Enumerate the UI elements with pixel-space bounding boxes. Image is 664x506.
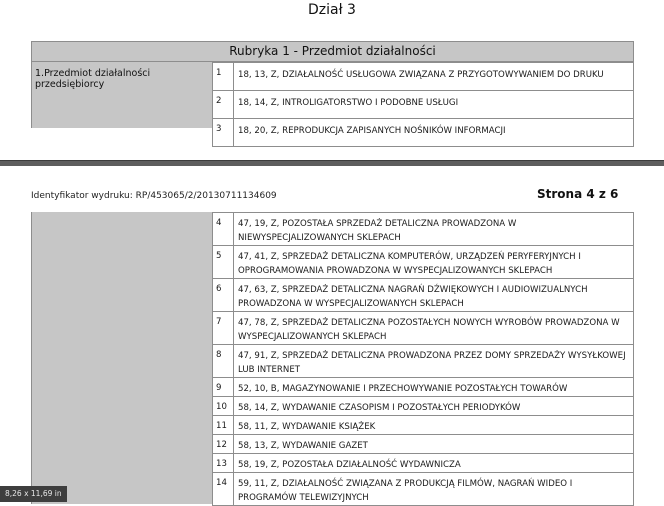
activity-code-text: 58, 19, Z, POZOSTAŁA DZIAŁALNOŚĆ WYDAWNICZA xyxy=(234,454,634,473)
row-number: 3 xyxy=(213,119,234,147)
rubric-left-label: 1.Przedmiot działalności przedsiębiorcy xyxy=(31,62,212,128)
table-row xyxy=(213,397,634,416)
page-size-indicator[interactable]: 8,26 x 11,69 in xyxy=(0,486,67,502)
table-row xyxy=(213,345,634,378)
activity-code-text: 47, 91, Z, SPRZEDAŻ DETALICZNA PROWADZONA PRZEZ DOMY SPRZEDAŻY WYSYŁKOWEJ LUB INTERNET xyxy=(234,345,634,378)
row-number: 5 xyxy=(213,246,234,279)
row-number: 1 xyxy=(213,63,234,91)
activity-code-text: 47, 63, Z, SPRZEDAŻ DETALICZNA NAGRAŃ DŹWIĘKOWYCH I AUDIOWIZUALNYCH PROWADZONA W WYSPECJALIZOWANYCH SKLEPACH xyxy=(234,279,634,312)
activity-code-text: 58, 14, Z, WYDAWANIE CZASOPISM I POZOSTAŁYCH PERIODYKÓW xyxy=(234,397,634,416)
table-row xyxy=(213,246,634,279)
activity-code-text: 58, 11, Z, WYDAWANIE KSIĄŻEK xyxy=(234,416,634,435)
table-row xyxy=(213,119,634,147)
section-title: Dział 3 xyxy=(308,2,356,18)
activity-code-text: 52, 10, B, MAGAZYNOWANIE I PRZECHOWYWANIE POZOSTAŁYCH TOWARÓW xyxy=(234,378,634,397)
activity-code-text: 58, 13, Z, WYDAWANIE GAZET xyxy=(234,435,634,454)
activity-code-text: 47, 78, Z, SPRZEDAŻ DETALICZNA POZOSTAŁYCH NOWYCH WYROBÓW PROWADZONA W WYSPECJALIZOWANYCH SKLEPACH xyxy=(234,312,634,345)
row-number: 14 xyxy=(213,473,234,506)
activity-table-top xyxy=(212,62,634,147)
row-number: 2 xyxy=(213,91,234,119)
row-number: 13 xyxy=(213,454,234,473)
print-identifier: Identyfikator wydruku: RP/453065/2/20130711134609 xyxy=(31,191,277,201)
row-number: 4 xyxy=(213,213,234,246)
activity-code-text: 18, 13, Z, DZIAŁALNOŚĆ USŁUGOWA ZWIĄZANA Z PRZYGOTOWYWANIEM DO DRUKU xyxy=(234,63,634,91)
row-number: 12 xyxy=(213,435,234,454)
table-row xyxy=(213,473,634,506)
table-row xyxy=(213,279,634,312)
activity-code-text: 47, 19, Z, POZOSTAŁA SPRZEDAŻ DETALICZNA PROWADZONA W NIEWYSPECJALIZOWANYCH SKLEPACH xyxy=(234,213,634,246)
row-number: 8 xyxy=(213,345,234,378)
row-number: 6 xyxy=(213,279,234,312)
row-number: 10 xyxy=(213,397,234,416)
page-number: Strona 4 z 6 xyxy=(537,187,619,201)
table-row xyxy=(213,312,634,345)
row-number: 9 xyxy=(213,378,234,397)
document-page-top xyxy=(0,0,664,160)
rubric-header: Rubryka 1 - Przedmiot działalności xyxy=(31,41,634,62)
row-number: 11 xyxy=(213,416,234,435)
row-number: 7 xyxy=(213,312,234,345)
activity-code-text: 47, 41, Z, SPRZEDAŻ DETALICZNA KOMPUTERÓW, URZĄDZEŃ PERYFERYJNYCH I OPROGRAMOWANIA PROWADZONA W WYSPECJALIZOWANYCH SKLEPACH xyxy=(234,246,634,279)
table-row xyxy=(213,454,634,473)
activity-code-text: 18, 20, Z, REPRODUKCJA ZAPISANYCH NOŚNIKÓW INFORMACJI xyxy=(234,119,634,147)
table-row xyxy=(213,378,634,397)
activity-code-text: 59, 11, Z, DZIAŁALNOŚĆ ZWIĄZANA Z PRODUKCJĄ FILMÓW, NAGRAŃ WIDEO I PROGRAMÓW TELEWIZYJNYCH xyxy=(234,473,634,506)
activity-code-text: 18, 14, Z, INTROLIGATORSTWO I PODOBNE USŁUGI xyxy=(234,91,634,119)
activity-table-bottom xyxy=(212,212,634,506)
table-row xyxy=(213,416,634,435)
table-row xyxy=(213,213,634,246)
table-row xyxy=(213,91,634,119)
rubric-left-column xyxy=(31,212,212,504)
table-row xyxy=(213,435,634,454)
table-row xyxy=(213,63,634,91)
